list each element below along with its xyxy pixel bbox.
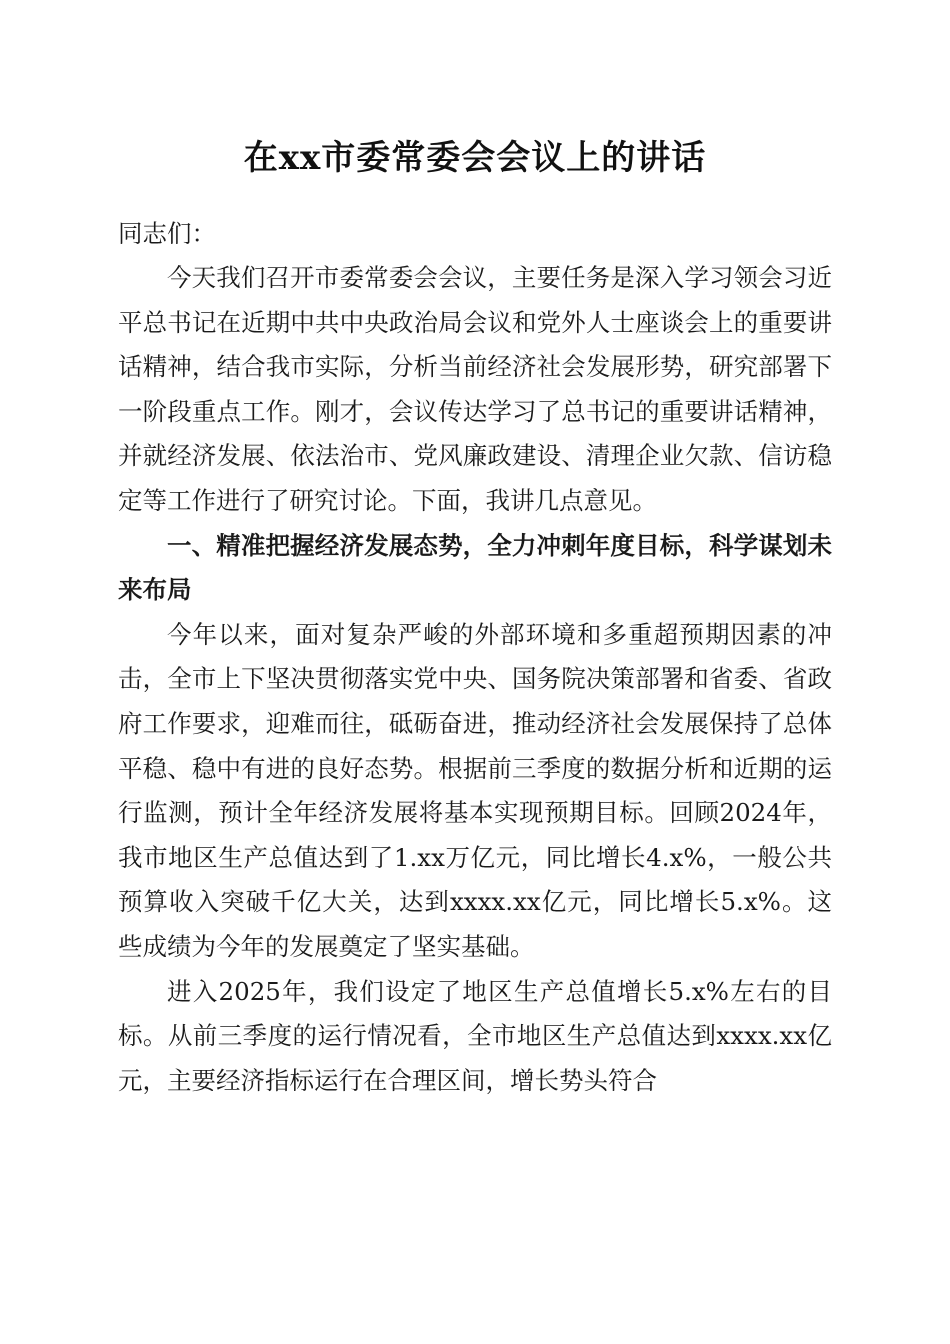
- salutation: 同志们：: [118, 219, 216, 248]
- section-heading: 一、精准把握经济发展态势，全力冲刺年度目标，科学谋划未来布局: [118, 530, 832, 605]
- document-page: [118, 128, 832, 1103]
- document-title: 在xx市委常委会会议上的讲话: [243, 138, 707, 178]
- body-paragraph: 今天我们召开市委常委会会议，主要任务是深入学习领会习近平总书记在近期中共中央政治局会议和党外人士座谈会上的重要讲话精神，结合我市实际，分析当前经济社会发展形势，研究部署下一阶段重点工作。刚才，会议传达学习了总书记的重要讲话精神，并就经济发展、依法治市、党风廉政建设、清理企业欠款、信访稳定等工作进行了研究讨论。下面，我讲几点意见。: [118, 263, 832, 515]
- body-paragraph: 进入2025年，我们设定了地区生产总值增长5.x%左右的目标。从前三季度的运行情况看，全市地区生产总值达到xxxx.xx亿元，主要经济指标运行在合理区间，增长势头符合: [118, 976, 832, 1095]
- body-paragraph: 今年以来，面对复杂严峻的外部环境和多重超预期因素的冲击，全市上下坚决贯彻落实党中央、国务院决策部署和省委、省政府工作要求，迎难而往，砥砺奋进，推动经济社会发展保持了总体平稳、稳中有进的良好态势。根据前三季度的数据分析和近期的运行监测，预计全年经济发展将基本实现预期目标。回顾2024年，我市地区生产总值达到了1.xx万亿元，同比增长4.x%，一般公共预算收入突破千亿大关，达到xxxx.xx亿元，同比增长5.x%。这些成绩为今年的发展奠定了坚实基础。: [118, 619, 832, 961]
